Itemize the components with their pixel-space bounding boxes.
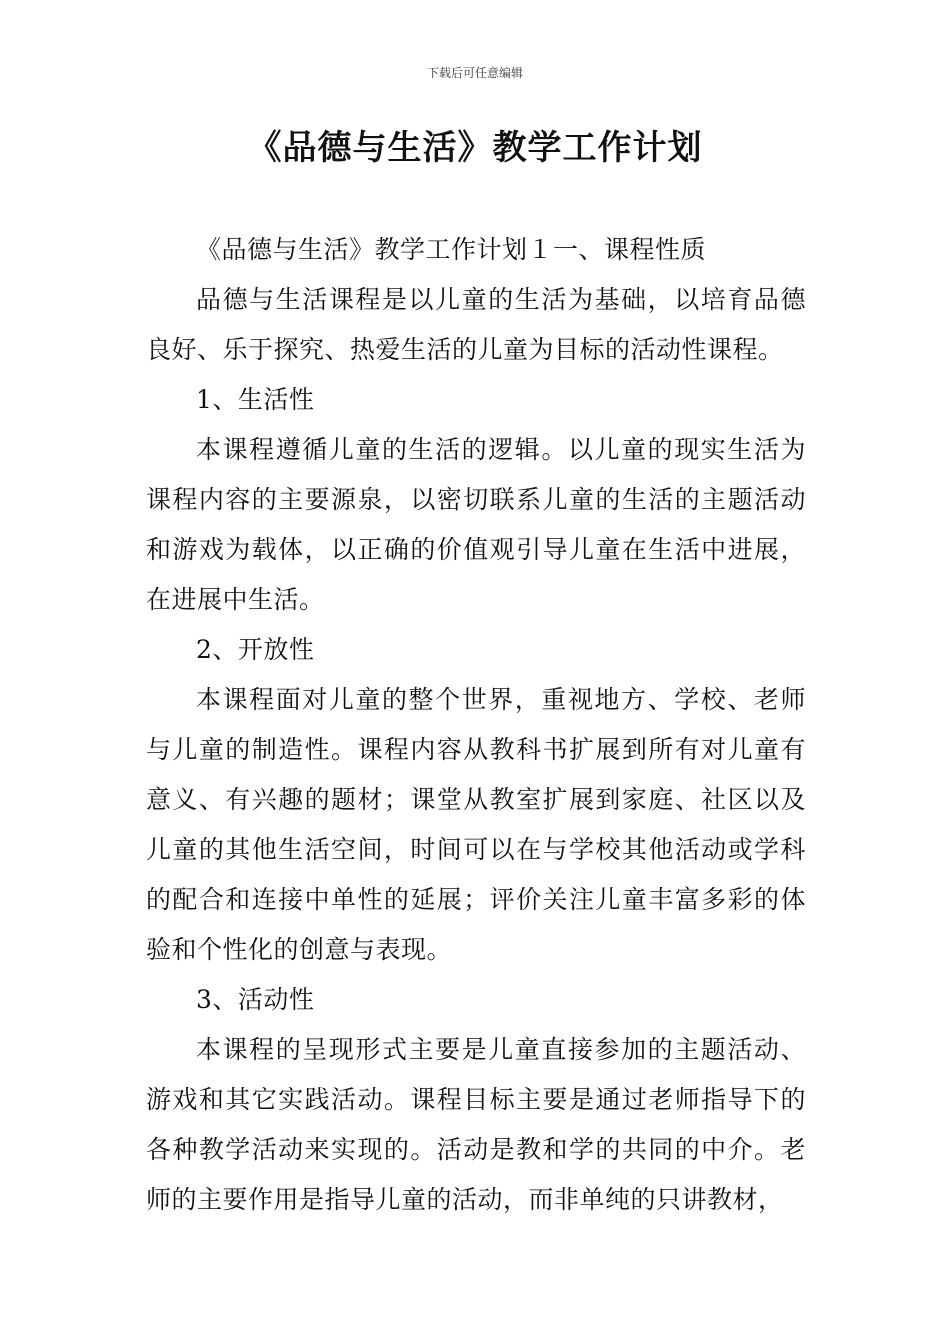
section-heading-course-nature: 《品德与生活》教学工作计划１一、课程性质 <box>196 235 707 264</box>
paragraph-activity: 本课程的呈现形式主要是儿童直接参加的主题活动、游戏和其它实践活动。课程目标主要是通过老师指导下的各种教学活动来实现的。活动是教和学的共同的中介。老师的主要作用是指导儿童的活动，而非单纯的只讲教材， <box>146 1035 806 1214</box>
subheading-activity: 3、活动性 <box>196 985 315 1014</box>
subheading-life-oriented: 1、生活性 <box>196 385 315 414</box>
paragraph-openness: 本课程面对儿童的整个世界，重视地方、学校、老师与儿童的制造性。课程内容从教科书扩展到所有对儿童有意义、有兴趣的题材；课堂从教室扩展到家庭、社区以及儿童的其他生活空间，时间可以在与学校其他活动或学科的配合和连接中单性的延展；评价关注儿童丰富多彩的体验和个性化的创意与表现。 <box>146 685 806 964</box>
paragraph-course-definition: 品德与生活课程是以儿童的生活为基础，以培育品德良好、乐于探究、热爱生活的儿童为目标的活动性课程。 <box>146 285 806 364</box>
page-header-note: 下载后可任意编辑 <box>426 66 523 80</box>
document-body <box>146 225 806 1225</box>
subheading-openness: 2、开放性 <box>196 635 315 664</box>
document-title: 《品德与生活》教学工作计划 <box>247 128 703 168</box>
paragraph-life-oriented: 本课程遵循儿童的生活的逻辑。以儿童的现实生活为课程内容的主要源泉，以密切联系儿童的生活的主题活动和游戏为载体，以正确的价值观引导儿童在生活中进展，在进展中生活。 <box>146 435 806 614</box>
